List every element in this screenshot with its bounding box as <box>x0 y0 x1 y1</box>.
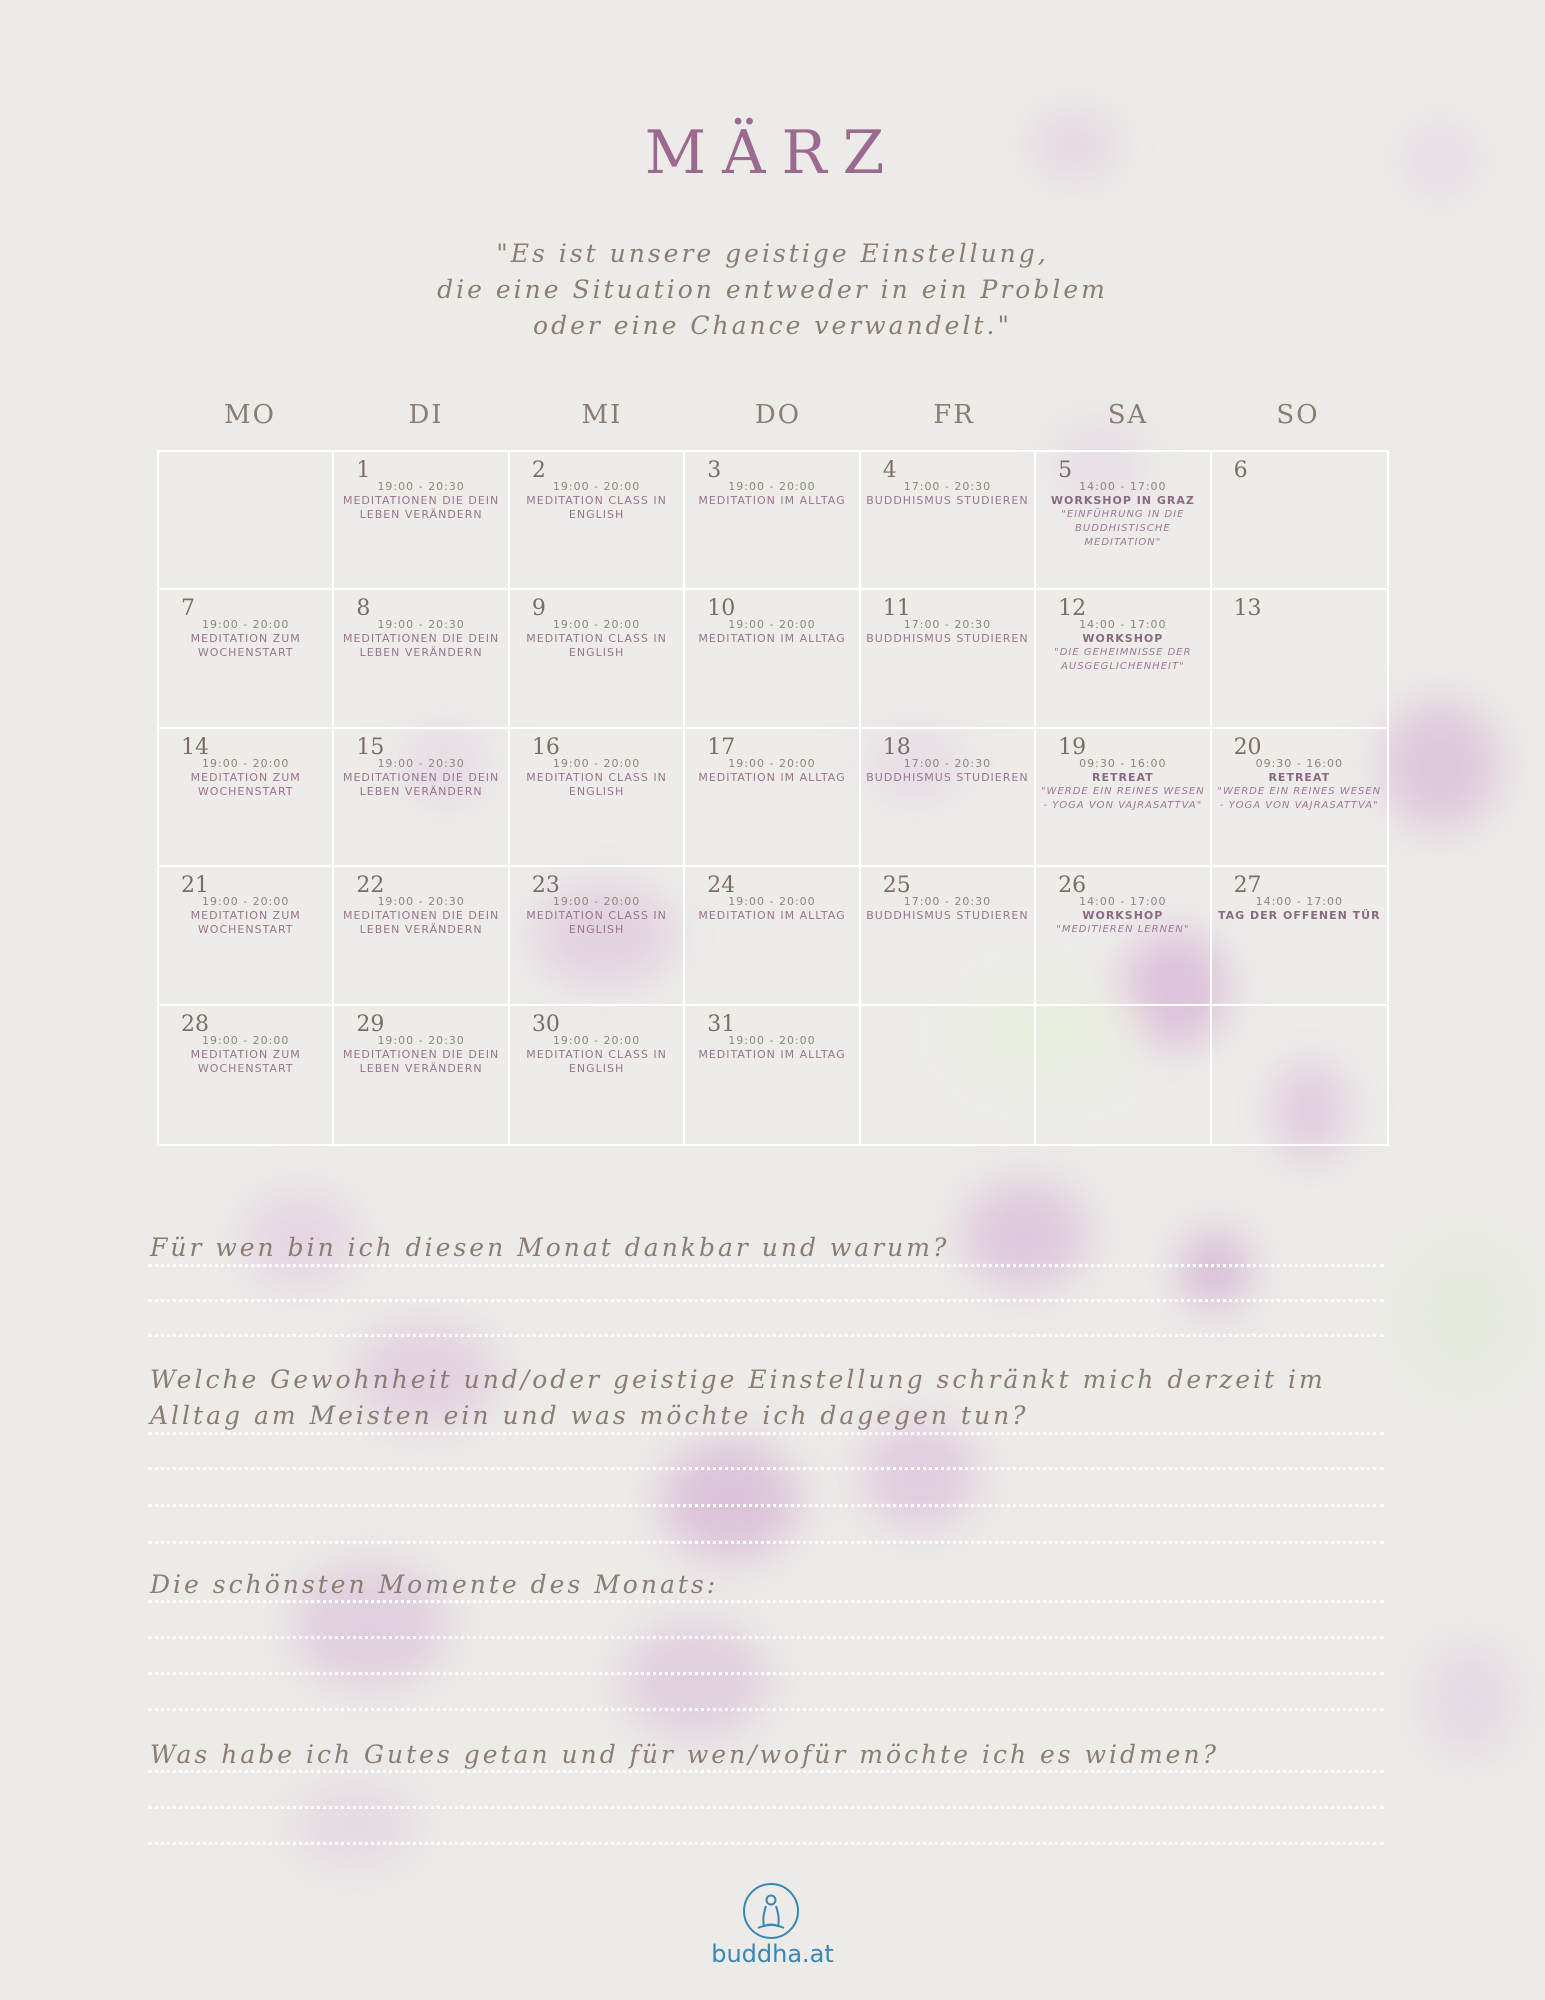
day-number: 25 <box>882 873 911 899</box>
writing-line[interactable] <box>148 1432 1384 1435</box>
calendar-grid <box>157 450 1389 1146</box>
event-time: 19:00 - 20:00 <box>728 480 816 493</box>
writing-line[interactable] <box>148 1299 1384 1302</box>
calendar-day-cell <box>685 452 860 590</box>
weekday-do: DO <box>754 400 802 430</box>
event-subtitle: "WERDE EIN REINES WESEN - YOGA VON VAJRASATTVA" <box>1040 785 1205 811</box>
event-time: 17:00 - 20:30 <box>903 618 992 632</box>
event-label: MEDITATION ZUM WOCHENSTART <box>190 770 301 798</box>
event-subtitle: "MEDITIEREN LERNEN" <box>1056 924 1190 936</box>
event-time: 09:30 - 16:00 <box>1079 756 1167 770</box>
event <box>1040 618 1205 674</box>
weekday-so: SO <box>1276 400 1320 430</box>
event-title: RETREAT <box>1092 770 1154 784</box>
writing-line[interactable] <box>148 1334 1384 1337</box>
writing-line[interactable] <box>148 1467 1384 1470</box>
day-number: 7 <box>181 596 195 622</box>
day-number: 24 <box>707 873 736 899</box>
day-number: 2 <box>531 458 546 483</box>
event-label: MEDITATION CLASS IN ENGLISH <box>526 770 667 798</box>
event-label: MEDITATION ZUM WOCHENSTART <box>190 1047 301 1075</box>
event-title: WORKSHOP <box>1082 909 1164 923</box>
event-time: 14:00 - 17:00 <box>1079 480 1167 493</box>
event <box>163 895 328 937</box>
day-number: 5 <box>1058 458 1073 483</box>
event-label: BUDDHISMUS STUDIEREN <box>866 632 1029 646</box>
calendar-day-cell <box>159 867 334 1005</box>
event <box>865 480 1030 508</box>
calendar-day-cell <box>685 867 860 1005</box>
event-time: 19:00 - 20:30 <box>377 756 465 770</box>
event-label: MEDITATIONEN DIE DEIN LEBEN VERÄNDERN <box>342 494 500 521</box>
calendar-day-cell <box>861 452 1036 590</box>
event <box>514 757 679 799</box>
event <box>689 1034 854 1062</box>
weekday-mo: MO <box>224 400 276 430</box>
quote <box>0 236 1545 344</box>
day-number: 26 <box>1058 873 1087 899</box>
calendar-day-cell <box>685 729 860 867</box>
calendar-day-cell <box>510 590 685 728</box>
event-time: 17:00 - 20:30 <box>903 895 992 909</box>
event <box>1216 757 1383 813</box>
event-label: MEDITATIONEN DIE DEIN LEBEN VERÄNDERN <box>342 770 500 798</box>
calendar-day-cell <box>1212 590 1387 728</box>
event-time: 19:00 - 20:00 <box>552 756 641 770</box>
event <box>338 757 503 799</box>
calendar-day-cell <box>1036 1006 1211 1144</box>
day-number: 6 <box>1233 458 1248 483</box>
event-time: 19:00 - 20:00 <box>552 618 641 632</box>
event-title: WORKSHOP IN GRAZ <box>1050 494 1195 507</box>
quote-line-3: oder eine Chance verwandelt." <box>533 311 1012 340</box>
calendar-day-cell <box>1036 729 1211 867</box>
event-time: 19:00 - 20:00 <box>552 1033 641 1047</box>
event-time: 09:30 - 16:00 <box>1255 756 1343 770</box>
event-label: BUDDHISMUS STUDIEREN <box>866 494 1029 507</box>
calendar-day-cell <box>861 867 1036 1005</box>
day-number: 23 <box>531 873 560 899</box>
event <box>1040 480 1205 550</box>
event-title: TAG DER OFFENEN TÜR <box>1218 909 1381 923</box>
calendar-day-cell <box>685 590 860 728</box>
event-title: RETREAT <box>1268 770 1331 784</box>
event-label: MEDITATION CLASS IN ENGLISH <box>526 1047 667 1075</box>
calendar-day-cell <box>510 729 685 867</box>
writing-line[interactable] <box>148 1504 1384 1507</box>
buddha-figure-icon <box>742 1882 800 1940</box>
writing-line[interactable] <box>148 1770 1384 1773</box>
writing-line[interactable] <box>148 1672 1384 1675</box>
event <box>514 480 679 522</box>
event-time: 17:00 - 20:30 <box>903 480 992 493</box>
day-number: 4 <box>882 458 897 483</box>
event <box>689 895 854 923</box>
calendar-day-cell <box>159 590 334 728</box>
event-time: 19:00 - 20:00 <box>728 895 816 909</box>
month-title: MÄRZ <box>644 118 901 188</box>
calendar-day-cell <box>334 867 509 1005</box>
event-label: BUDDHISMUS STUDIEREN <box>866 909 1029 923</box>
calendar-day-cell <box>334 1006 509 1144</box>
event-label: MEDITATION IM ALLTAG <box>698 494 846 507</box>
event-time: 19:00 - 20:30 <box>377 618 465 632</box>
day-number: 21 <box>181 873 209 899</box>
event-time: 19:00 - 20:00 <box>728 1033 816 1047</box>
calendar-day-cell <box>861 590 1036 728</box>
event-label: MEDITATION IM ALLTAG <box>698 909 846 923</box>
event-subtitle: "EINFÜHRUNG IN DIE BUDDHISTISCHE MEDITATION" <box>1061 509 1185 548</box>
event-label: BUDDHISMUS STUDIEREN <box>866 770 1029 784</box>
day-number: 14 <box>181 734 209 760</box>
day-number: 16 <box>531 734 560 760</box>
day-number: 9 <box>531 596 546 622</box>
writing-line[interactable] <box>148 1806 1384 1809</box>
day-number: 27 <box>1233 873 1262 899</box>
calendar-day-cell <box>159 452 334 590</box>
calendar-day-cell <box>159 729 334 867</box>
event-label: MEDITATION IM ALLTAG <box>698 770 846 784</box>
writing-line[interactable] <box>148 1708 1384 1711</box>
event-time: 19:00 - 20:30 <box>377 1033 465 1047</box>
event-label: MEDITATION CLASS IN ENGLISH <box>526 632 667 660</box>
event-title: WORKSHOP <box>1082 632 1164 646</box>
event-label: MEDITATION ZUM WOCHENSTART <box>190 909 301 937</box>
day-number: 30 <box>531 1011 560 1037</box>
day-number: 13 <box>1233 596 1262 622</box>
event <box>163 1034 328 1076</box>
event-time: 14:00 - 17:00 <box>1079 895 1167 909</box>
writing-line[interactable] <box>148 1636 1384 1639</box>
event-time: 17:00 - 20:30 <box>903 756 992 770</box>
event-time: 19:00 - 20:00 <box>552 480 641 493</box>
event-time: 19:00 - 20:00 <box>202 618 290 632</box>
event-time: 19:00 - 20:00 <box>202 756 290 770</box>
question-habit: Welche Gewohnheit und/oder geistige Einstellung schränkt mich derzeit im Alltag am Meisten ein und was möchte ich dagegen tun? <box>150 1365 1326 1430</box>
day-number: 28 <box>181 1011 209 1037</box>
event <box>689 480 854 508</box>
question-gratitude: Für wen bin ich diesen Monat dankbar und warum? <box>150 1233 950 1262</box>
event <box>689 757 854 785</box>
writing-line[interactable] <box>148 1600 1384 1603</box>
event-subtitle: "DIE GEHEIMNISSE DER AUSGEGLICHENHEIT" <box>1054 647 1192 673</box>
event-time: 19:00 - 20:00 <box>202 1033 290 1047</box>
event-subtitle: "WERDE EIN REINES WESEN - YOGA VON VAJRASATTVA" <box>1217 785 1382 811</box>
quote-line-1: "Es ist unsere geistige Einstellung, <box>496 239 1049 268</box>
writing-line[interactable] <box>148 1842 1384 1845</box>
day-number: 17 <box>707 734 736 760</box>
writing-line[interactable] <box>148 1541 1384 1544</box>
day-number: 18 <box>882 734 911 760</box>
event <box>865 618 1030 646</box>
event-time: 19:00 - 20:30 <box>377 895 465 909</box>
event <box>514 1034 679 1076</box>
question-dedication: Was habe ich Gutes getan und für wen/wofür möchte ich es widmen? <box>150 1740 1219 1769</box>
event <box>514 895 679 937</box>
day-number: 19 <box>1058 734 1087 760</box>
event <box>865 757 1030 785</box>
calendar-day-cell <box>510 1006 685 1144</box>
event-time: 19:00 - 20:00 <box>552 895 641 909</box>
event <box>338 480 503 522</box>
weekday-mi: MI <box>581 400 623 430</box>
event-time: 14:00 - 17:00 <box>1255 895 1343 909</box>
day-number: 11 <box>882 596 911 622</box>
event-label: MEDITATIONEN DIE DEIN LEBEN VERÄNDERN <box>342 909 500 937</box>
calendar-day-cell <box>1212 452 1387 590</box>
writing-line[interactable] <box>148 1264 1384 1267</box>
event-label: MEDITATION CLASS IN ENGLISH <box>526 494 667 521</box>
event-label: MEDITATIONEN DIE DEIN LEBEN VERÄNDERN <box>342 1047 500 1075</box>
weekday-di: DI <box>408 400 444 430</box>
event <box>865 895 1030 923</box>
event-label: MEDITATION ZUM WOCHENSTART <box>190 632 301 660</box>
day-number: 31 <box>707 1011 736 1037</box>
calendar-day-cell <box>1212 729 1387 867</box>
question-best-moments: Die schönsten Momente des Monats: <box>150 1570 719 1599</box>
event-time: 19:00 - 20:00 <box>728 756 816 770</box>
event-time: 19:00 - 20:00 <box>202 895 290 909</box>
calendar-day-cell <box>510 867 685 1005</box>
calendar-day-cell <box>159 1006 334 1144</box>
quote-line-2: die eine Situation entweder in ein Problem <box>437 275 1108 304</box>
calendar-day-cell <box>861 729 1036 867</box>
day-number: 1 <box>356 458 371 483</box>
calendar-day-cell <box>334 452 509 590</box>
event <box>338 618 503 660</box>
event <box>514 618 679 660</box>
calendar-day-cell <box>685 1006 860 1144</box>
event-time: 19:00 - 20:30 <box>377 480 465 493</box>
day-number: 20 <box>1233 734 1262 760</box>
event <box>163 618 328 660</box>
event <box>689 618 854 646</box>
event-time: 14:00 - 17:00 <box>1079 618 1167 632</box>
event <box>163 757 328 799</box>
day-number: 3 <box>707 458 722 483</box>
event <box>1040 895 1205 937</box>
calendar-day-cell <box>1036 590 1211 728</box>
calendar-day-cell <box>334 590 509 728</box>
calendar-day-cell <box>1212 867 1387 1005</box>
event-label: MEDITATION IM ALLTAG <box>698 1047 846 1061</box>
event-label: MEDITATIONEN DIE DEIN LEBEN VERÄNDERN <box>342 632 500 660</box>
calendar-day-cell <box>861 1006 1036 1144</box>
day-number: 8 <box>356 596 371 622</box>
day-number: 22 <box>356 873 385 899</box>
day-number: 29 <box>356 1011 385 1037</box>
day-number: 15 <box>356 734 385 760</box>
event-time: 19:00 - 20:00 <box>728 618 816 632</box>
event-label: MEDITATION IM ALLTAG <box>698 632 846 646</box>
calendar-day-cell <box>1036 452 1211 590</box>
day-number: 12 <box>1058 596 1087 622</box>
calendar-day-cell <box>1212 1006 1387 1144</box>
brand-name[interactable]: buddha.at <box>711 1940 834 1968</box>
event <box>338 895 503 937</box>
calendar-day-cell <box>1036 867 1211 1005</box>
event <box>1040 757 1205 813</box>
calendar-day-cell <box>510 452 685 590</box>
event-label: MEDITATION CLASS IN ENGLISH <box>526 909 667 937</box>
calendar-day-cell <box>334 729 509 867</box>
event <box>1216 895 1383 923</box>
weekday-sa: SA <box>1107 400 1149 430</box>
day-number: 10 <box>707 596 736 622</box>
weekday-fr: FR <box>933 400 975 430</box>
event <box>338 1034 503 1076</box>
